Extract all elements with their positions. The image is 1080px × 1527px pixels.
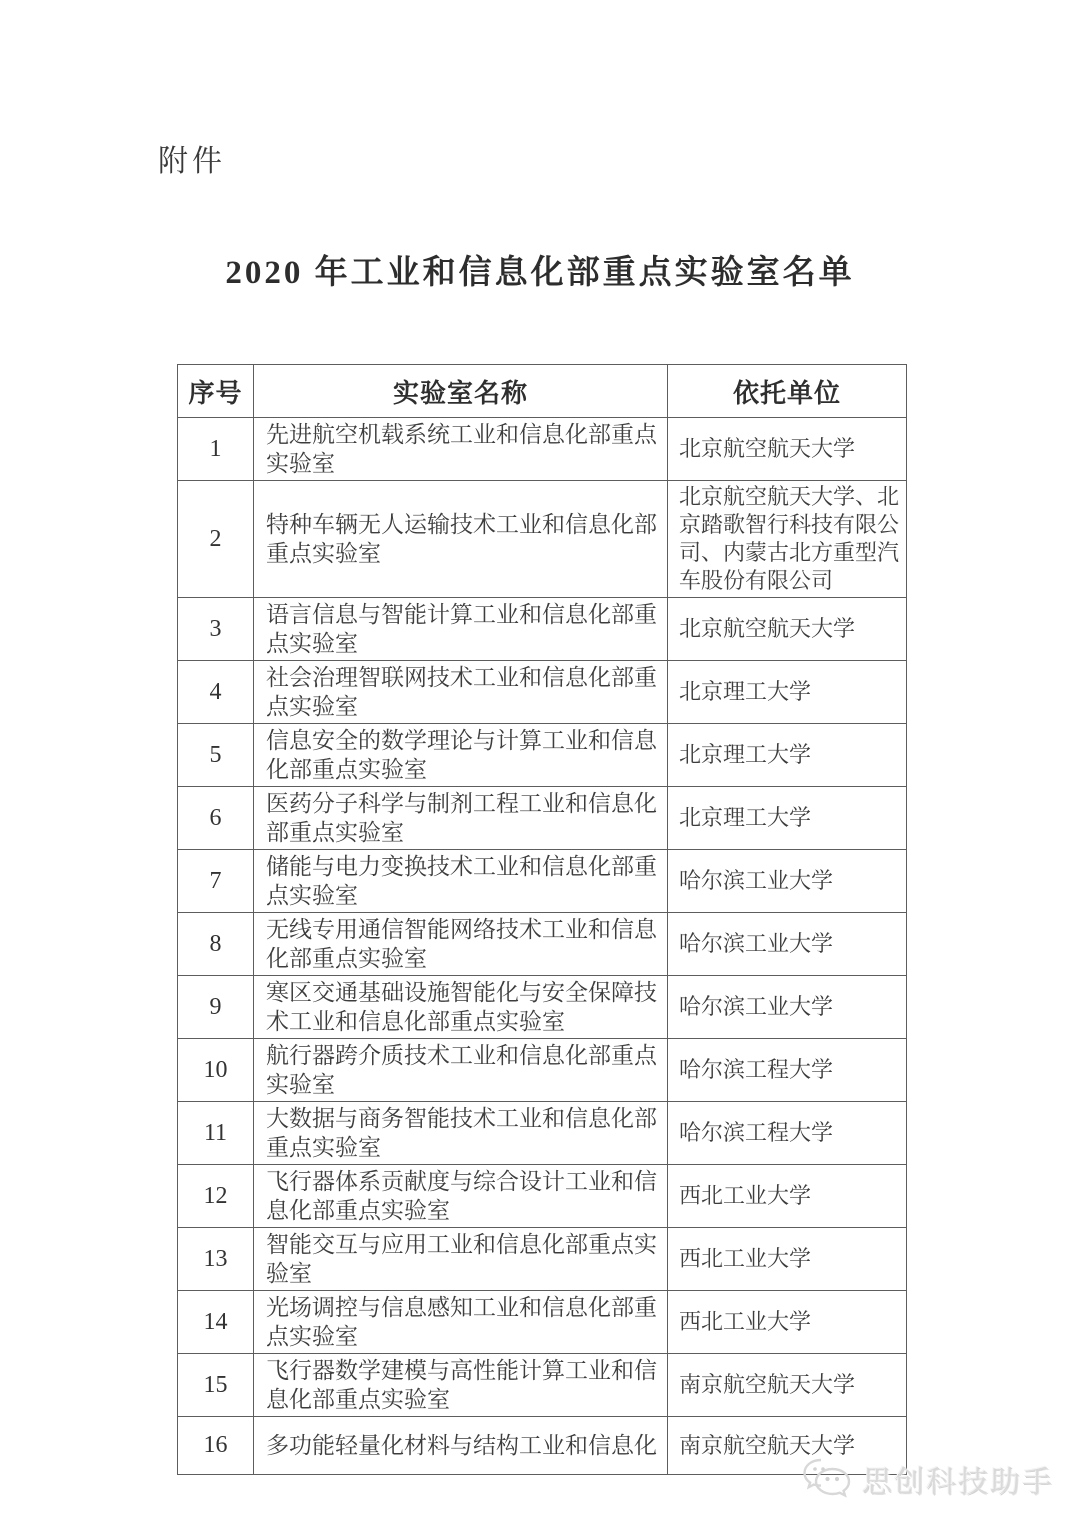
table-row: [178, 787, 907, 850]
lab-table-body: [178, 418, 907, 1475]
row-lab-cell: 语言信息与智能计算工业和信息化部重点实验室: [254, 598, 668, 661]
row-org-cell: 西北工业大学: [668, 1165, 907, 1228]
table-row: [178, 913, 907, 976]
watermark: [802, 1457, 1054, 1501]
table-header-row: [178, 365, 907, 418]
row-lab-cell: 光场调控与信息感知工业和信息化部重点实验室: [254, 1291, 668, 1354]
row-index-cell: 5: [178, 724, 254, 787]
row-org-cell: 西北工业大学: [668, 1291, 907, 1354]
row-index-cell: 4: [178, 661, 254, 724]
table-row: [178, 1228, 907, 1291]
row-index-cell: 11: [178, 1102, 254, 1165]
row-org-cell: 北京航空航天大学: [668, 598, 907, 661]
table-row: [178, 1039, 907, 1102]
row-org-cell: 哈尔滨工业大学: [668, 850, 907, 913]
table-row: [178, 661, 907, 724]
header-index: 序号: [178, 365, 254, 418]
row-lab-cell: 信息安全的数学理论与计算工业和信息化部重点实验室: [254, 724, 668, 787]
row-index-cell: 12: [178, 1165, 254, 1228]
row-org-cell: 哈尔滨工程大学: [668, 1039, 907, 1102]
row-index-cell: 6: [178, 787, 254, 850]
row-lab-cell: 寒区交通基础设施智能化与安全保障技术工业和信息化部重点实验室: [254, 976, 668, 1039]
row-org-cell: 北京理工大学: [668, 661, 907, 724]
row-lab-cell: 大数据与商务智能技术工业和信息化部重点实验室: [254, 1102, 668, 1165]
row-index-cell: 9: [178, 976, 254, 1039]
row-org-cell: 北京理工大学: [668, 787, 907, 850]
row-org-cell: 哈尔滨工业大学: [668, 976, 907, 1039]
row-lab-cell: 特种车辆无人运输技术工业和信息化部重点实验室: [254, 481, 668, 598]
table-row: [178, 976, 907, 1039]
attachment-label: 附件: [158, 145, 226, 178]
row-lab-cell: 智能交互与应用工业和信息化部重点实验室: [254, 1228, 668, 1291]
watermark-label: 思创科技助手: [862, 1466, 1054, 1499]
row-lab-cell: 飞行器数学建模与高性能计算工业和信息化部重点实验室: [254, 1354, 668, 1417]
row-org-cell: 西北工业大学: [668, 1228, 907, 1291]
row-index-cell: 13: [178, 1228, 254, 1291]
header-lab-name: 实验室名称: [254, 365, 668, 418]
row-lab-cell: 社会治理智联网技术工业和信息化部重点实验室: [254, 661, 668, 724]
row-lab-cell: 多功能轻量化材料与结构工业和信息化: [254, 1417, 668, 1475]
table-row: [178, 1291, 907, 1354]
row-index-cell: 16: [178, 1417, 254, 1475]
row-index-cell: 7: [178, 850, 254, 913]
row-lab-cell: 飞行器体系贡献度与综合设计工业和信息化部重点实验室: [254, 1165, 668, 1228]
table-row: [178, 418, 907, 481]
page-title: 2020 年工业和信息化部重点实验室名单: [225, 255, 855, 291]
row-index-cell: 14: [178, 1291, 254, 1354]
row-org-cell: 南京航空航天大学: [668, 1417, 907, 1475]
table-row: [178, 724, 907, 787]
row-index-cell: 1: [178, 418, 254, 481]
table-row: [178, 598, 907, 661]
row-index-cell: 2: [178, 481, 254, 598]
row-index-cell: 10: [178, 1039, 254, 1102]
row-lab-cell: 医药分子科学与制剂工程工业和信息化部重点实验室: [254, 787, 668, 850]
lab-table: [177, 364, 907, 1475]
lab-table-container: [177, 364, 906, 1475]
header-supporting-org: 依托单位: [668, 365, 907, 418]
table-row: [178, 481, 907, 598]
wechat-bubbles-icon: [802, 1457, 852, 1501]
row-org-cell: 北京航空航天大学: [668, 418, 907, 481]
table-row: [178, 1354, 907, 1417]
row-index-cell: 15: [178, 1354, 254, 1417]
row-lab-cell: 无线专用通信智能网络技术工业和信息化部重点实验室: [254, 913, 668, 976]
row-org-cell: 南京航空航天大学: [668, 1354, 907, 1417]
table-row: [178, 1165, 907, 1228]
table-row: [178, 1102, 907, 1165]
row-org-cell: 北京航空航天大学、北京踏歌智行科技有限公司、内蒙古北方重型汽车股份有限公司: [668, 481, 907, 598]
row-lab-cell: 储能与电力变换技术工业和信息化部重点实验室: [254, 850, 668, 913]
row-lab-cell: 先进航空机载系统工业和信息化部重点实验室: [254, 418, 668, 481]
table-row: [178, 1417, 907, 1475]
row-org-cell: 哈尔滨工业大学: [668, 913, 907, 976]
table-row: [178, 850, 907, 913]
row-org-cell: 哈尔滨工程大学: [668, 1102, 907, 1165]
row-index-cell: 8: [178, 913, 254, 976]
row-index-cell: 3: [178, 598, 254, 661]
row-lab-cell: 航行器跨介质技术工业和信息化部重点实验室: [254, 1039, 668, 1102]
row-org-cell: 北京理工大学: [668, 724, 907, 787]
